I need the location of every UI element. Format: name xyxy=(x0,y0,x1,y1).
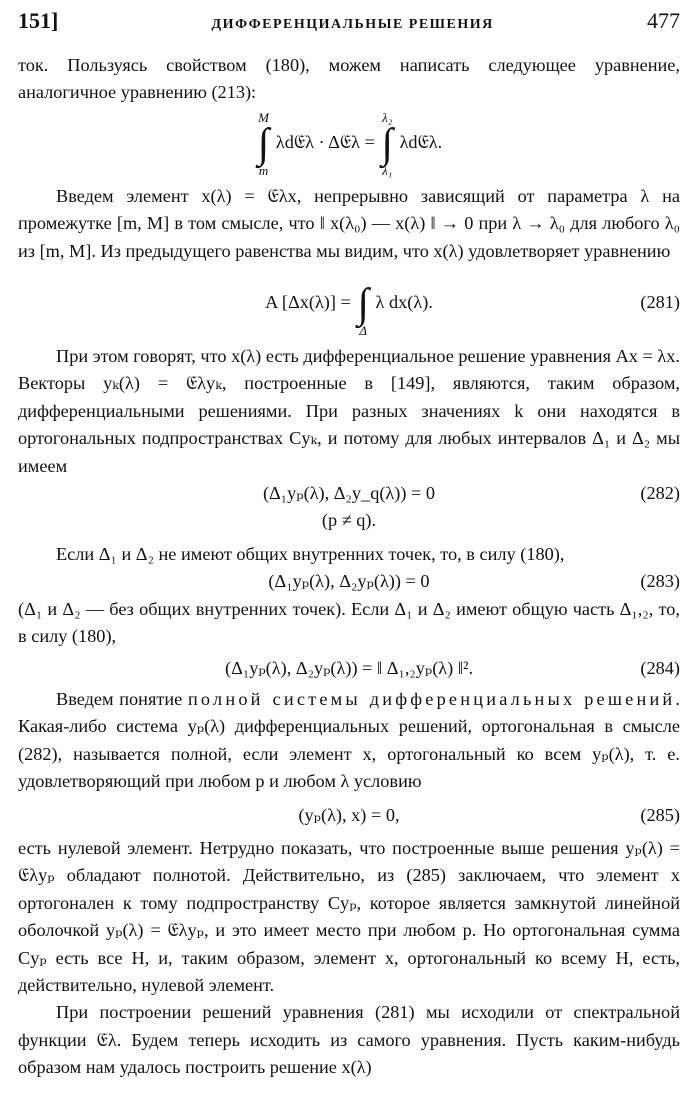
equation-282 xyxy=(18,480,680,507)
equation-text: λd𝔈λ. xyxy=(399,132,443,153)
equation-number: (284) xyxy=(640,657,680,678)
equation-text: (Δ₁yₚ(λ), Δ₂yₚ(λ)) = 0 xyxy=(268,571,430,592)
equation-text: (Δ₁yₚ(λ), Δ₂y_q(λ)) = 0 xyxy=(262,483,436,504)
equation-number: (285) xyxy=(640,804,680,825)
equation-282-condition xyxy=(18,507,680,534)
paragraph: (Δ₁ и Δ₂ — без общих внутренних точек). Если Δ₁ и Δ₂ имеют общую часть Δ₁,₂, то, в силу (180), xyxy=(18,598,680,647)
equation-text: A [Δx(λ)] = xyxy=(265,292,351,313)
equation-text: (yₚ(λ), x) = 0, xyxy=(298,804,400,825)
paragraph: Введем понятие полной системы дифференциальных решений. Какая-либо система yₚ(λ) дифференциальных решений, ортогональная в смысле (282), называется полной, если элемент x, ортогональный ко всем yₚ(λ), т. е. удовлетворяющий при любом p и любом λ условию xyxy=(18,688,680,792)
integral-sign: ∫ Δ xyxy=(357,281,369,339)
paragraph: При этом говорят, что x(λ) есть дифференциальное решение уравнения Ax = λx. Векторы yₖ(λ) = 𝔈λyₖ, построенные в [149], являются, таким образом, дифференциальными решениями. При разных значениях k они находятся в ортогональных подпространствах Cyₖ, и потому для любых интервалов Δ₁ и Δ₂ мы имеем xyxy=(18,346,680,476)
equation-text: (Δ₁yₚ(λ), Δ₂yₚ(λ)) = ‖ Δ₁,₂yₚ(λ) ‖². xyxy=(224,657,474,678)
equation-text: (p ≠ q). xyxy=(321,510,377,531)
paragraph: При построении решений уравнения (281) мы исходили от спектральной функции 𝔈λ. Будем теперь исходить из самого уравнения. Пусть каким-нибудь образом нам удалось построить решение x(λ) xyxy=(18,1002,680,1078)
spaced-term: полной системы дифференциальных решений xyxy=(187,688,676,709)
equation-integrals xyxy=(18,111,680,177)
paragraph: есть нулевой элемент. Нетрудно показать, что построенные выше решения yₚ(λ) = 𝔈λyₚ обладают полнотой. Действительно, из (285) заключаем, что элемент x ортогонален к тому подпространству Cyₚ, которое является замкнутой линейной оболочкой yₚ(λ) = 𝔈λyₚ, и это имеет место при любом p. Но ортогональная сумма Cyₚ есть все H, и, таким образом, элемент x, ортогональный ко всему H, есть, действительно, нулевой элемент. xyxy=(18,837,680,995)
equation-281 xyxy=(18,271,680,337)
equation-number: (281) xyxy=(640,292,680,313)
page-body xyxy=(18,52,680,1082)
equation-284 xyxy=(18,655,680,682)
integral-sign: λ₂ ∫ λ₁ xyxy=(381,109,393,178)
running-header xyxy=(18,8,680,38)
equation-text: λ dx(λ). xyxy=(375,292,433,313)
equation-285 xyxy=(18,802,680,829)
equation-text: λd𝔈λ · Δ𝔈λ = xyxy=(275,132,375,153)
equation-number: (283) xyxy=(640,571,680,592)
integral-sign: M ∫ m xyxy=(257,109,270,178)
paragraph: Введем элемент x(λ) = 𝔈λx, непрерывно зависящий от параметра λ на промежутке [m, M] в том смысле, что ‖ x(λ₀) — x(λ) ‖ → 0 при λ → λ₀ для любого λ₀ из [m, M]. Из предыдущего равенства мы видим, что x(λ) удовлетворяет уравнению xyxy=(18,185,680,261)
paragraph: ток. Пользуясь свойством (180), можем написать следующее уравнение, аналогичное уравнению (213): xyxy=(18,55,680,103)
section-number: 151] xyxy=(18,8,59,33)
paragraph: Если Δ₁ и Δ₂ не имеют общих внутренних точек, то, в силу (180), xyxy=(56,543,565,564)
equation-number: (282) xyxy=(640,483,680,504)
running-title: ДИФФЕРЕНЦИАЛЬНЫЕ РЕШЕНИЯ xyxy=(211,17,494,32)
page-number: 477 xyxy=(647,8,680,33)
equation-283 xyxy=(18,568,680,595)
